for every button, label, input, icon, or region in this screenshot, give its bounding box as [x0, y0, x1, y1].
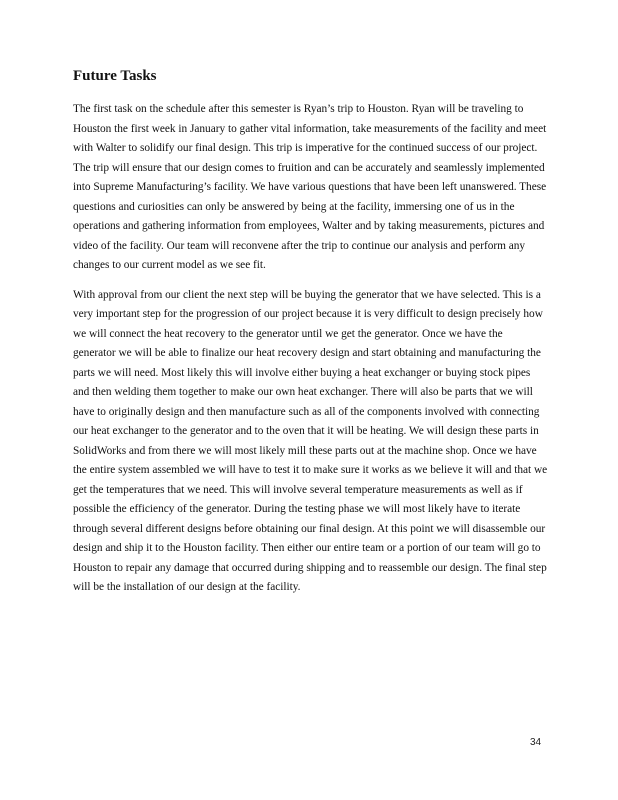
page-content	[73, 66, 548, 608]
page-number: 34	[530, 737, 542, 748]
section-heading: Future Tasks	[73, 68, 157, 84]
paragraph-trip-to-houston: The first task on the schedule after this semester is Ryan’s trip to Houston. Ryan will be traveling to Houston the first week in January to gather vital information, take measurements of the facility and meet with Walter to solidify our final design. This trip is imperative for the continued success of our project. The trip will ensure that our design comes to fruition and can be accurately and seamlessly implemented into Supreme Manufacturing’s facility. We have various questions that have been left unanswered. These questions and curiosities can only be answered by being at the facility, immersing one of us in the operations and gathering information from employees, Walter and by taking measurements, pictures and video of the facility. Our team will reconvene after the trip to continue our analysis and perform any changes to our current model as we see fit.	[73, 103, 547, 271]
paragraph-generator-purchase: With approval from our client the next step will be buying the generator that we have selected. This is a very important step for the progression of our project because it is very difficult to design precisely how we will connect the heat recovery to the generator until we get the generator. Once we have the generator we will be able to finalize our heat recovery design and start obtaining and manufacturing the parts we will need. Most likely this will involve either buying a heat exchanger or buying stock pipes and then welding them together to make our own heat exchanger. There will also be parts that we will have to originally design and then manufacture such as all of the components involved with connecting our heat exchanger to the generator and to the oven that it will be heating. We will design these parts in SolidWorks and from there we will most likely mill these parts out at the machine shop. Once we have the entire system assembled we will have to test it to make sure it works as we believe it will and that we get the temperatures that we need. This will involve several temperature measurements as well as if possible the efficiency of the generator. During the testing phase we will most likely have to iterate through several different designs before obtaining our final design. At this point we will disassemble our design and ship it to the Houston facility. Then either our entire team or a portion of our team will go to Houston to repair any damage that occurred during shipping and to reassemble our design. The final step will be the installation of our design at the facility.	[73, 288, 548, 593]
